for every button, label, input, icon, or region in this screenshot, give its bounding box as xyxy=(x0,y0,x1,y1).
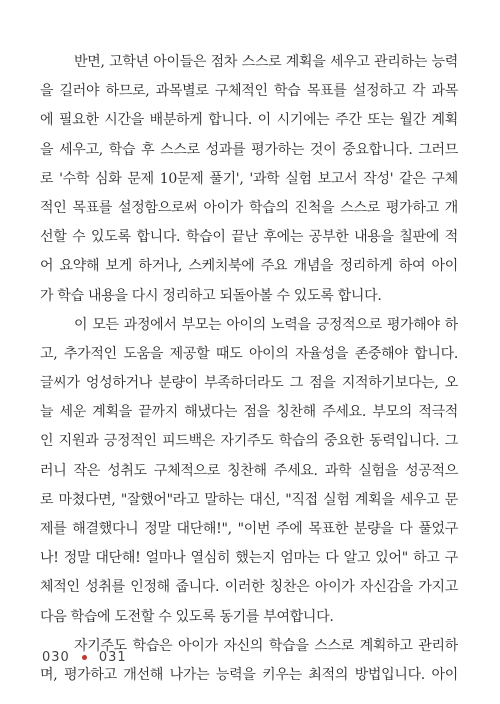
text-line: 자기주도 학습은 아이가 자신의 학습을 스스로 계획하고 관리하 xyxy=(74,637,458,654)
text-line: 인 지원과 긍정적인 피드백은 자기주도 학습의 중요한 동력입니다. 그 xyxy=(40,433,458,450)
page-folio xyxy=(42,650,127,665)
page-number-right: 031 xyxy=(98,650,127,665)
text-line: 이 모든 과정에서 부모는 아이의 노력을 긍정적으로 평가해야 하 xyxy=(74,316,458,333)
text-line: 어 요약해 보게 하거나, 스케치북에 주요 개념을 정리하게 하여 아이 xyxy=(40,258,458,275)
folio-separator-dot xyxy=(82,655,87,660)
text-line: 늘 세운 계획을 끝까지 해냈다는 점을 칭찬해 주세요. 부모의 적극적 xyxy=(40,404,458,421)
text-line: 반면, 고학년 아이들은 점차 스스로 계획을 세우고 관리하는 능력 xyxy=(74,54,458,70)
text-line: 나! 정말 대단해! 얼마나 열심히 했는지 엄마는 다 알고 있어" 하고 구 xyxy=(40,550,458,567)
page-number-left: 030 xyxy=(42,650,70,665)
text-line: 로 '수학 심화 문제 10문제 풀기', '과학 실험 보고서 작성' 같은 구체 xyxy=(40,170,458,187)
text-line: 체적인 성취를 인정해 줍니다. 이러한 칭찬은 아이가 자신감을 가지고 xyxy=(40,579,458,596)
text-line: 선할 수 있도록 합니다. 학습이 끝난 후에는 공부한 내용을 칠판에 적 xyxy=(40,229,458,246)
text-line: 글씨가 엉성하거나 분량이 부족하더라도 그 점을 지적하기보다는, 오 xyxy=(40,375,458,392)
text-line: 을 세우고, 학습 후 스스로 성과를 평가하는 것이 중요합니다. 그러므 xyxy=(40,141,458,158)
body-text xyxy=(40,48,458,690)
text-line: 에 필요한 시간을 배분하게 합니다. 이 시기에는 주간 또는 월간 계획 xyxy=(40,112,458,129)
text-line: 가 학습 내용을 다시 정리하고 되돌아볼 수 있도록 합니다. xyxy=(40,287,382,304)
text-line: 적인 목표를 설정함으로써 아이가 학습의 진척을 스스로 평가하고 개 xyxy=(40,199,458,216)
text-line: 로 마쳤다면, "잘했어"라고 말하는 대신, "직접 실험 계획을 세우고 문 xyxy=(40,491,458,508)
text-line: 제를 해결했다니 정말 대단해!", "이번 주에 목표한 분량을 다 풀었구 xyxy=(40,521,458,537)
text-line: 며, 평가하고 개선해 나가는 능력을 키우는 최적의 방법입니다. 아이 xyxy=(40,666,458,683)
text-line: 러니 작은 성취도 구체적으로 칭찬해 주세요. 과학 실험을 성공적으 xyxy=(40,462,458,479)
text-line: 을 길러야 하므로, 과목별로 구체적인 학습 목표를 설정하고 각 과목 xyxy=(40,83,458,100)
text-line: 고, 추가적인 도움을 제공할 때도 아이의 자율성을 존중해야 합니다. xyxy=(40,345,458,362)
text-line: 다음 학습에 도전할 수 있도록 동기를 부여합니다. xyxy=(40,608,334,625)
